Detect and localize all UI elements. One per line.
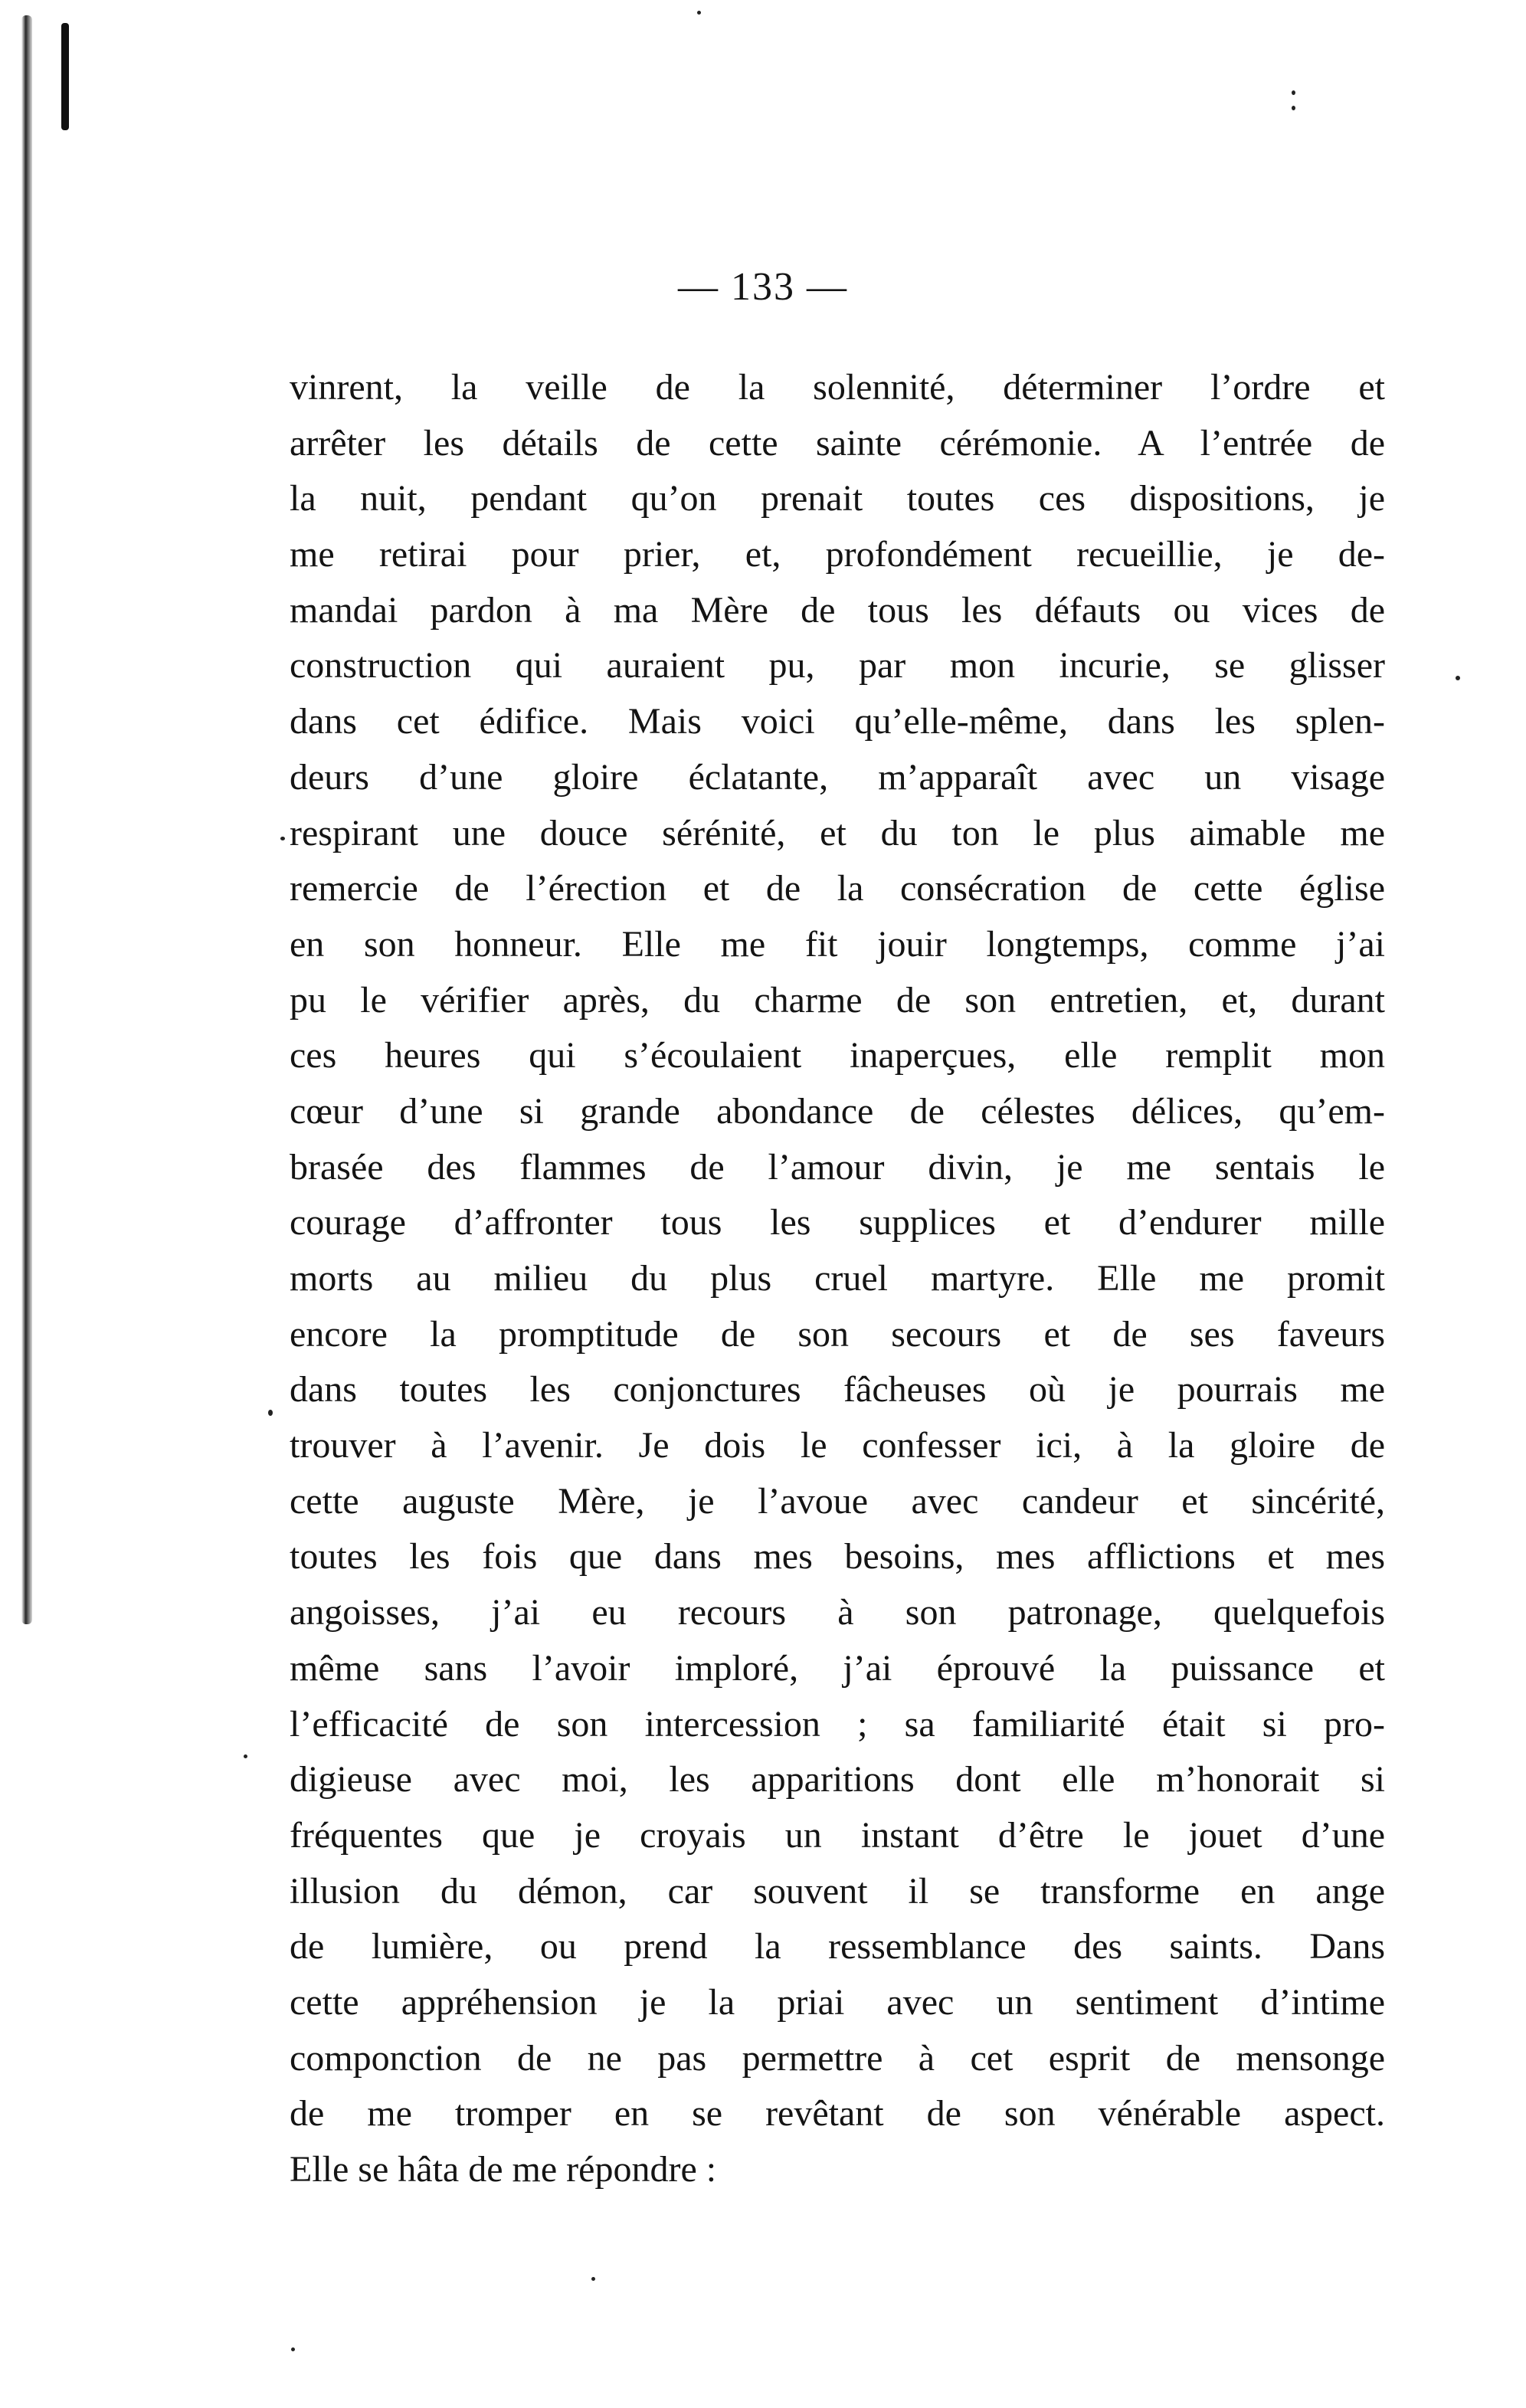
text-line: Elle se hâta de me répondre :: [290, 2149, 717, 2190]
text-line: dans toutes les conjonctures fâcheuses où je pourrais me: [290, 1369, 1385, 1410]
binding-mark: [61, 23, 69, 130]
text-line: cette auguste Mère, je l’avoue avec candeur et sincérité,: [290, 1480, 1385, 1522]
text-line: angoisses, j’ai eu recours à son patronage, quelquefois: [290, 1592, 1385, 1633]
text-line: l’efficacité de son intercession ; sa familiarité était si pro-: [290, 1703, 1385, 1745]
text-line: pu le vérifier après, du charme de son entretien, et, durant: [290, 979, 1385, 1021]
binding-shadow: [21, 15, 32, 1624]
text-line: illusion du démon, car souvent il se transforme en ange: [290, 1870, 1385, 1912]
text-line: digieuse avec moi, les apparitions dont elle m’honorait si: [290, 1759, 1385, 1800]
text-line: morts au milieu du plus cruel martyre. Elle me promit: [290, 1258, 1385, 1299]
text-line: la nuit, pendant qu’on prenait toutes ces dispositions, je: [290, 478, 1385, 519]
text-line: deurs d’une gloire éclatante, m’apparaît avec un visage: [290, 756, 1385, 798]
text-line: de me tromper en se revêtant de son vénérable aspect.: [290, 2093, 1385, 2134]
text-line: brasée des flammes de l’amour divin, je me sentais le: [290, 1146, 1385, 1188]
text-line: cœur d’une si grande abondance de célestes délices, qu’em-: [290, 1090, 1385, 1132]
scan-speck: [1292, 90, 1295, 95]
scan-speck: [280, 837, 285, 840]
text-line: ces heures qui s’écoulaient inaperçues, elle remplit mon: [290, 1035, 1385, 1076]
text-line: remercie de l’érection et de la consécration de cette église: [290, 868, 1385, 909]
scan-speck: [1292, 106, 1295, 110]
scan-speck: [1456, 676, 1460, 680]
text-line: toutes les fois que dans mes besoins, mes afflictions et mes: [290, 1536, 1385, 1577]
scan-speck: [268, 1410, 273, 1416]
text-line: même sans l’avoir imploré, j’ai éprouvé la puissance et: [290, 1647, 1385, 1689]
body-text: [290, 360, 1385, 2198]
text-line: mandai pardon à ma Mère de tous les défauts ou vices de: [290, 589, 1385, 631]
text-line: cette appréhension je la priai avec un sentiment d’intime: [290, 1981, 1385, 2023]
text-line: fréquentes que je croyais un instant d’être le jouet d’une: [290, 1814, 1385, 1856]
scan-speck: [291, 2347, 295, 2351]
text-line: de lumière, ou prend la ressemblance des saints. Dans: [290, 1926, 1385, 1967]
text-line: encore la promptitude de son secours et de ses faveurs: [290, 1313, 1385, 1355]
text-line: respirant une douce sérénité, et du ton le plus aimable me: [290, 812, 1385, 853]
text-line: vinrent, la veille de la solennité, déterminer l’ordre et: [290, 367, 1385, 408]
text-line: me retirai pour prier, et, profondément recueillie, je de-: [290, 534, 1385, 575]
text-line: en son honneur. Elle me fit jouir longtemps, comme j’ai: [290, 923, 1385, 965]
scan-speck: [591, 2277, 595, 2281]
text-line: componction de ne pas permettre à cet esprit de mensonge: [290, 2037, 1385, 2079]
text-line: arrêter les détails de cette sainte cérémonie. A l’entrée de: [290, 422, 1385, 464]
scan-speck: [697, 11, 701, 15]
page-number: — 133 —: [678, 265, 848, 309]
text-line: courage d’affronter tous les supplices et d’endurer mille: [290, 1202, 1385, 1243]
text-line: construction qui auraient pu, par mon incurie, se glisser: [290, 645, 1385, 686]
text-line: trouver à l’avenir. Je dois le confesser ici, à la gloire de: [290, 1425, 1385, 1466]
scan-speck: [244, 1754, 247, 1758]
text-line: dans cet édifice. Mais voici qu’elle-même, dans les splen-: [290, 701, 1385, 742]
